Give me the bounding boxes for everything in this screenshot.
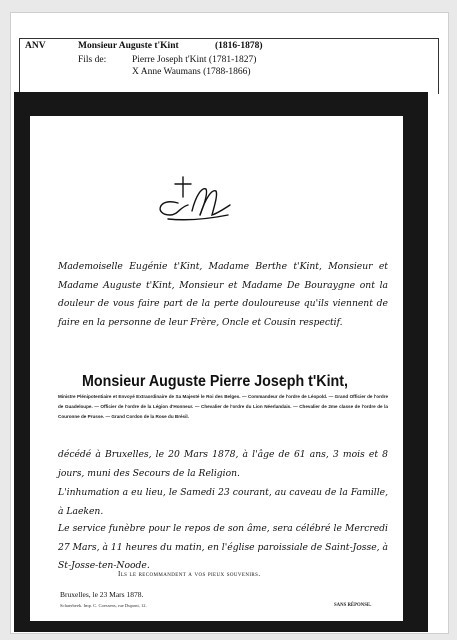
death-details-paragraph: décédé à Bruxelles, le 20 Mars 1878, à l'âge de 61 ans, 3 mois et 8 jours, muni des Secours de la Religion. bbox=[58, 449, 388, 479]
no-reply-note: SANS RÉPONSE. bbox=[334, 603, 372, 608]
son-of-label: Fils de: bbox=[78, 55, 107, 65]
genealogy-header bbox=[19, 38, 439, 94]
mother-line: X Anne Waumans (1788-1866) bbox=[132, 67, 251, 77]
deceased-titles: Ministre Plénipotentiaire et Envoyé Extraordinaire de Sa Majesté le Roi des Belges. — Commandeur de l'ordre de Léopold. — Grand Officier de l'ordre de Guadeloupe. — Officier de l'ordre de la Légion d'Honneur. — Chevalier de l'ordre du Lion Néerlandais. — Chevalier de 2me classe de l'ordre de la Couronne de Prusse. — Grand Cordon de la Rose du Brésil. bbox=[58, 394, 388, 419]
person-name: Monsieur Auguste t'Kint bbox=[78, 41, 179, 51]
record-code: ANV bbox=[25, 41, 46, 51]
person-years: (1816-1878) bbox=[215, 41, 263, 51]
recommendation-line: Ils le recommandent a vos pieux souvenirs. bbox=[118, 570, 261, 578]
burial-paragraph: L'inhumation a eu lieu, le Samedi 23 courant, au caveau de la Famille, à Laeken. bbox=[58, 487, 388, 517]
deceased-name: Monsieur Auguste Pierre Joseph t'Kint, bbox=[82, 373, 348, 390]
cross-monogram-icon bbox=[148, 175, 238, 225]
announcement-paragraph: Mademoiselle Eugénie t'Kint, Madame Berthe t'Kint, Monsieur et Madame Auguste t'Kint, Monsieur et Madame De Bouraygne ont la douleur de vous faire part de la perte douloureuse qu'ils viennent de faire en la personne de leur Frère, Oncle et Cousin respectif. bbox=[58, 261, 388, 328]
printer-credit: Schaerbeek. Imp. C. Coessens, rue Dupont, 12. bbox=[60, 603, 147, 608]
funeral-service-paragraph: Le service funèbre pour le repos de son âme, sera célébré le Mercredi 27 Mars, à 11 heures du matin, en l'église paroissiale de Saint-Josse, à St-Josse-ten-Noode. bbox=[58, 523, 388, 571]
father-line: Pierre Joseph t'Kint (1781-1827) bbox=[132, 55, 257, 65]
place-and-date: Bruxelles, le 23 Mars 1878. bbox=[60, 590, 144, 599]
